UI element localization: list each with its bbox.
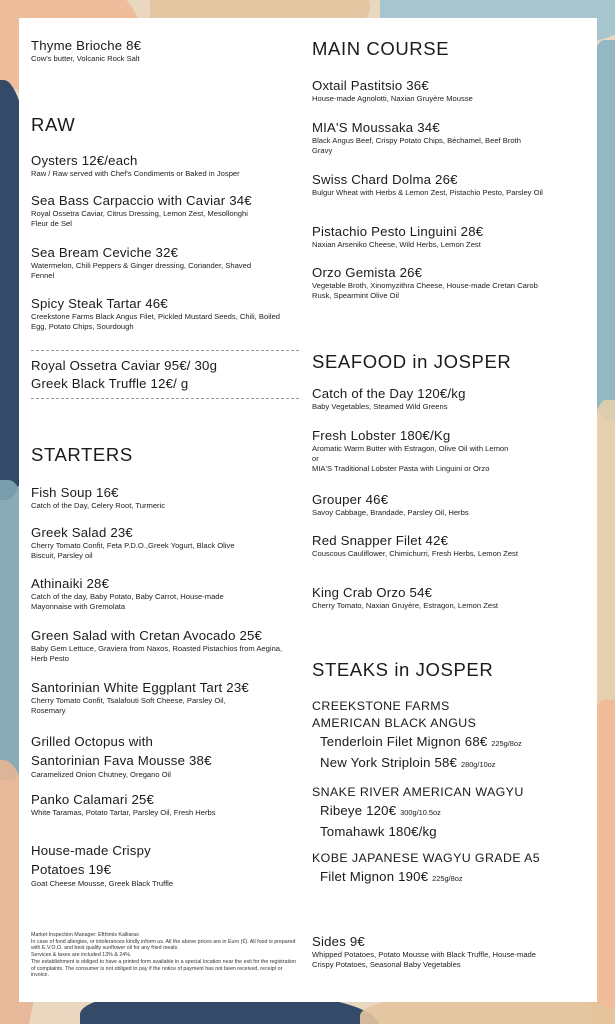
- menu-item-red-snapper: [312, 533, 582, 559]
- item-name: Tenderloin Filet Mignon 68€: [320, 734, 488, 749]
- caviar-truffle-box: [31, 357, 301, 393]
- item-description: Black Angus Beef, Crispy Potato Chips, Béchamel, Beef Broth Gravy: [312, 136, 521, 156]
- item-description: Royal Ossetra Caviar, Citrus Dressing, Lemon Zest, Mesollonghi Fleur de Sel: [31, 209, 248, 229]
- steak-item-ribeye: [312, 801, 582, 822]
- steak-group-heading: SNAKE RIVER AMERICAN WAGYU: [312, 785, 524, 799]
- item-description: Baby Vegetables, Steamed Wild Greens: [312, 402, 448, 411]
- menu-page: [19, 18, 597, 1002]
- steak-group-snake-river: [312, 784, 582, 841]
- item-name: Swiss Chard Dolma 26€: [312, 172, 458, 187]
- item-description: Caramelized Onion Chutney, Oregano Oil: [31, 770, 171, 779]
- item-name: House-made Crispy Potatoes 19€: [31, 843, 151, 877]
- truffle-line: Greek Black Truffle 12€/ g: [31, 376, 189, 391]
- item-description: Raw / Raw served with Chef's Condiments or Baked in Josper: [31, 169, 240, 178]
- menu-item-oysters: [31, 153, 301, 179]
- menu-item-sides: [312, 934, 582, 970]
- menu-item-fresh-lobster: [312, 428, 582, 475]
- divider: [31, 350, 299, 351]
- menu-item-sea-bass-carpaccio: [31, 193, 301, 229]
- menu-item-panko-calamari: [31, 792, 301, 818]
- steak-group-heading: AMERICAN BLACK ANGUS: [312, 716, 477, 730]
- item-description: House-made Agnolotti, Naxian Gruyère Mousse: [312, 94, 473, 103]
- item-description: Vegetable Broth, Xinomyzithra Cheese, House-made Cretan Carob Rusk, Spearmint Olive Oil: [312, 281, 538, 301]
- item-description: Bulgur Wheat with Herbs & Lemon Zest, Pistachio Pesto, Parsley Oil: [312, 188, 543, 197]
- item-name: Sea Bass Carpaccio with Caviar 34€: [31, 193, 252, 208]
- menu-item-king-crab-orzo: [312, 585, 582, 611]
- item-name: MIA'S Moussaka 34€: [312, 120, 440, 135]
- item-name: Ribeye 120€: [320, 803, 397, 818]
- menu-item-green-salad: [31, 628, 301, 664]
- item-description: Cherry Tomato, Naxian Gruyère, Estragon, Lemon Zest: [312, 601, 498, 610]
- item-name: Green Salad with Cretan Avocado 25€: [31, 628, 263, 643]
- item-name: Thyme Brioche 8€: [31, 38, 142, 53]
- item-name: Fresh Lobster 180€/Kg: [312, 428, 451, 443]
- steak-group-creekstone: [312, 698, 582, 774]
- item-description: Whipped Potatoes, Potato Mousse with Black Truffle, House-made Crispy Potatoes, Seasonal Baby Vegetables: [312, 950, 536, 970]
- steak-group-heading: CREEKSTONE FARMS: [312, 699, 450, 713]
- menu-item-fish-soup: [31, 485, 301, 511]
- legal-line: Market Inspection Manager: Efthimis Kalliaras: [31, 932, 139, 938]
- menu-item-crispy-potatoes: [31, 841, 301, 889]
- steak-item-tenderloin: [312, 732, 582, 753]
- steak-item-striploin: [312, 753, 582, 774]
- menu-item-grilled-octopus: [31, 732, 301, 780]
- legal-line: The establishment is obliged to have a printed form available in a special location near the exit for the registration of complaints. The consumer is not obliged to pay if the notice of payment has not been received, receipt or invoice.: [31, 958, 296, 979]
- item-name: Catch of the Day 120€/kg: [312, 386, 466, 401]
- item-name: Greek Salad 23€: [31, 525, 133, 540]
- menu-item-sea-bream-ceviche: [31, 245, 301, 281]
- item-name: Santorinian White Eggplant Tart 23€: [31, 680, 249, 695]
- menu-item-catch-of-the-day: [312, 386, 582, 412]
- menu-item-greek-salad: [31, 525, 301, 561]
- item-weight: 300g/10.5oz: [400, 808, 441, 817]
- section-title-starters: STARTERS: [31, 444, 133, 465]
- item-description: Savoy Cabbage, Brandade, Parsley Oil, Herbs: [312, 508, 469, 517]
- item-description: Baby Gem Lettuce, Graviera from Naxos, Roasted Pistachios from Aegina, Herb Pesto: [31, 644, 283, 664]
- caviar-line: Royal Ossetra Caviar 95€/ 30g: [31, 358, 218, 373]
- item-description: Creekstone Farms Black Angus Filet, Pickled Mustard Seeds, Chili, Boiled Egg, Potato Chips, Sourdough: [31, 312, 281, 332]
- item-weight: 225g/8oz: [432, 874, 463, 883]
- item-name: Sea Bream Ceviche 32€: [31, 245, 179, 260]
- section-title-main-course: MAIN COURSE: [312, 38, 450, 59]
- item-name: New York Striploin 58€: [320, 755, 458, 770]
- item-description: Aromatic Warm Butter with Estragon, Olive Oil with Lemon or MIA'S Traditional Lobster Pasta with Linguini or Orzo: [312, 444, 509, 474]
- menu-item-spicy-steak-tartar: [31, 296, 301, 332]
- section-title-steaks: STEAKS in JOSPER: [312, 659, 494, 680]
- item-description: Catch of the Day, Celery Root, Turmeric: [31, 501, 166, 510]
- steak-item-tomahawk: [312, 822, 582, 841]
- menu-item-orzo-gemista: [312, 265, 582, 301]
- menu-item-pistachio-linguini: [312, 224, 582, 250]
- divider: [31, 398, 299, 399]
- menu-item-thyme-brioche: [31, 38, 301, 64]
- item-description: Watermelon, Chili Peppers & Ginger dressing, Coriander, Shaved Fennel: [31, 261, 252, 281]
- section-title-raw: RAW: [31, 114, 76, 135]
- item-description: Cherry Tomato Confit, Tsalafouti Soft Cheese, Parsley Oil, Rosemary: [31, 696, 226, 716]
- item-name: Sides 9€: [312, 934, 365, 949]
- item-name: Grilled Octopus with Santorinian Fava Mousse 38€: [31, 734, 212, 768]
- item-name: Tomahawk 180€/kg: [320, 824, 437, 839]
- item-name: Oxtail Pastitsio 36€: [312, 78, 429, 93]
- item-description: Catch of the day, Baby Potato, Baby Carrot, House-made Mayonnaise with Gremolata: [31, 592, 224, 612]
- item-name: Fish Soup 16€: [31, 485, 119, 500]
- menu-item-moussaka: [312, 120, 582, 156]
- item-description: Cow's butter, Volcanic Rock Salt: [31, 54, 140, 63]
- item-weight: 280g/10oz: [460, 760, 496, 769]
- section-title-seafood: SEAFOOD in JOSPER: [312, 351, 512, 372]
- menu-item-athinaiki: [31, 576, 301, 612]
- legal-notice: [31, 932, 301, 979]
- menu-item-swiss-chard-dolma: [312, 172, 582, 198]
- item-name: Panko Calamari 25€: [31, 792, 155, 807]
- item-description: Couscous Cauliflower, Chimichurri, Fresh Herbs, Lemon Zest: [312, 549, 518, 558]
- legal-line: In case of food allergies, or intolerances kindly inform us. All the above prices are in Euro (€). All food is prepared with E.V.O.O. and best quality sunflower oil for any fried meals.: [31, 938, 296, 952]
- item-description: Goat Cheese Mousse, Greek Black Truffle: [31, 879, 174, 888]
- steak-group-heading: KOBE JAPANESE WAGYU GRADE A5: [312, 851, 541, 865]
- legal-line: Services & taxes are included 13% & 24%.: [31, 952, 132, 959]
- item-name: Red Snapper Filet 42€: [312, 533, 449, 548]
- item-description: Naxian Arseniko Cheese, Wild Herbs, Lemon Zest: [312, 240, 481, 249]
- item-name: Grouper 46€: [312, 492, 389, 507]
- item-name: Athinaiki 28€: [31, 576, 110, 591]
- item-name: Oysters 12€/each: [31, 153, 138, 168]
- item-name: King Crab Orzo 54€: [312, 585, 433, 600]
- item-name: Orzo Gemista 26€: [312, 265, 423, 280]
- item-description: White Taramas, Potato Tartar, Parsley Oil, Fresh Herbs: [31, 808, 216, 817]
- item-weight: 225g/8oz: [491, 739, 522, 748]
- item-name: Pistachio Pesto Linguini 28€: [312, 224, 484, 239]
- item-name: Filet Mignon 190€: [320, 869, 429, 884]
- item-description: Cherry Tomato Confit, Feta P.D.O.,Greek Yogurt, Black Olive Biscuit, Parsley oil: [31, 541, 235, 561]
- menu-item-eggplant-tart: [31, 680, 301, 716]
- item-name: Spicy Steak Tartar 46€: [31, 296, 168, 311]
- menu-item-grouper: [312, 492, 582, 518]
- steak-item-kobe-filet: [312, 867, 582, 888]
- menu-item-oxtail-pastitsio: [312, 78, 582, 104]
- steak-group-kobe: [312, 850, 582, 888]
